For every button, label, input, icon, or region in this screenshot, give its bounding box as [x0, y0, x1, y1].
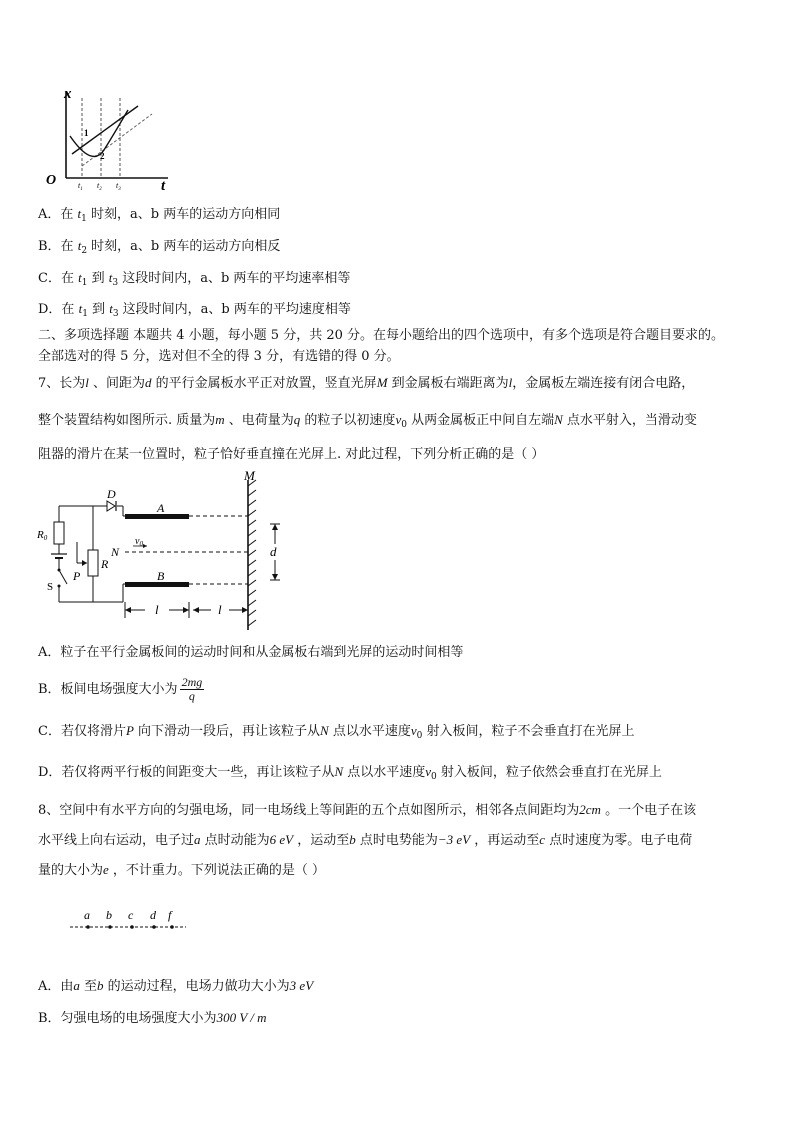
t3-label: $t_3$	[116, 181, 121, 192]
q8-stem-line1: 8、空间中有水平方向的匀强电场，同一电场线上等间距的五个点如图所示，相邻各点间距均为2cm 。一个电子在该	[38, 802, 697, 818]
xt-graph	[40, 84, 180, 194]
point-n-label: N	[111, 545, 120, 559]
circuit-diagram	[35, 470, 295, 640]
q7-stem-line2: 整个装置结构如图所示. 质量为m 、电荷量为q 的粒子以初速度$v_0$ 从两金属板正中间自左端N 点水平射入，当滑动变	[38, 412, 697, 430]
q7-option-b: B．板间电场强度大小为 $\frac{2mg}{q}$	[38, 675, 203, 703]
q6-option-d: D．在 $t_1$ 到 $t_3$ 这段时间内，a、b 两车的平均速度相等	[38, 301, 351, 319]
point-c-label: c	[128, 908, 134, 922]
q7-option-c: C．若仅将滑片P 向下滑动一段后，再让该粒子从N 点以水平速度$v_0$ 射入板间，粒子不会垂直打在光屏上	[38, 723, 635, 741]
slider-p-label: P	[73, 569, 81, 583]
point-a-label: a	[84, 908, 90, 922]
plate-a-label: A	[157, 501, 165, 515]
curve-2-label: 2	[100, 151, 105, 161]
x-axis-label: t	[161, 178, 166, 194]
switch-label: S	[47, 581, 54, 593]
q8-option-a: A．由a 至b 的运动过程，电场力做功大小为3 eV	[38, 978, 314, 994]
screen-m-label: M	[244, 470, 255, 483]
q6-option-b: B．在 $t_2$ 时刻，a、b 两车的运动方向相反	[38, 238, 281, 256]
q7-option-d: D．若仅将两平行板的间距变大一些，再让该粒子从N 点以水平速度$v_0$ 射入板间，粒子依然会垂直打在光屏上	[38, 764, 662, 782]
curve-1-label: 1	[84, 128, 89, 138]
y-axis-label: x	[64, 86, 72, 102]
diode-label: D	[107, 487, 116, 501]
q8-option-b: B．匀强电场的电场强度大小为300 V / m	[38, 1010, 267, 1026]
q7-option-a: A．粒子在平行金属板间的运动时间和从金属板右端到光屏的运动时间相等	[38, 645, 464, 660]
origin-label: O	[46, 173, 57, 188]
field-strength-fraction: $\frac{2mg}{q}$	[181, 675, 203, 703]
q6-option-a: A．在 $t_1$ 时刻，a、b 两车的运动方向相同	[38, 206, 281, 224]
point-b-label: b	[106, 908, 112, 922]
point-f-label: f	[168, 908, 172, 922]
d-label: d	[270, 544, 277, 559]
rheostat-r-label: R	[101, 557, 109, 571]
q8-stem-line2: 水平线上向右运动，电子过a 点时动能为6 eV ，运动至b 点时电势能为−3 eV ，再运动至c 点时速度为零。电子电荷	[38, 832, 693, 848]
plate-b-label: B	[157, 569, 165, 583]
v0-label: $v_0$	[135, 536, 143, 548]
q7-stem-line3: 阻器的滑片在某一位置时，粒子恰好垂直撞在光屏上. 对此过程，下列分析正确的是（ ）	[38, 447, 545, 462]
r0-label: R0	[37, 529, 48, 542]
t2-label: $t_2$	[97, 181, 102, 192]
l2-label: l	[218, 602, 222, 617]
q7-stem-line1: 7、长为l 、间距为d 的平行金属板水平正对放置，竖直光屏M 到金属板右端距离为l，金属板左端连接有闭合电路，	[38, 375, 695, 391]
field-line-points	[66, 905, 196, 935]
q6-option-c: C．在 $t_1$ 到 $t_3$ 这段时间内，a、b 两车的平均速率相等	[38, 270, 351, 288]
point-d-label: d	[150, 908, 156, 922]
section-header-line2: 全部选对的得 5 分，选对但不全的得 3 分，有选错的得 0 分。	[38, 349, 400, 364]
section-header-line1: 二、多项选择题 本题共 4 小题，每小题 5 分，共 20 分。在每小题给出的四个选项中，有多个选项是符合题目要求的。	[38, 328, 725, 343]
t1-label: $t_1$	[78, 181, 83, 192]
q8-stem-line3: 量的大小为e ，不计重力。下列说法正确的是（ ）	[38, 862, 326, 878]
l1-label: l	[155, 602, 159, 617]
